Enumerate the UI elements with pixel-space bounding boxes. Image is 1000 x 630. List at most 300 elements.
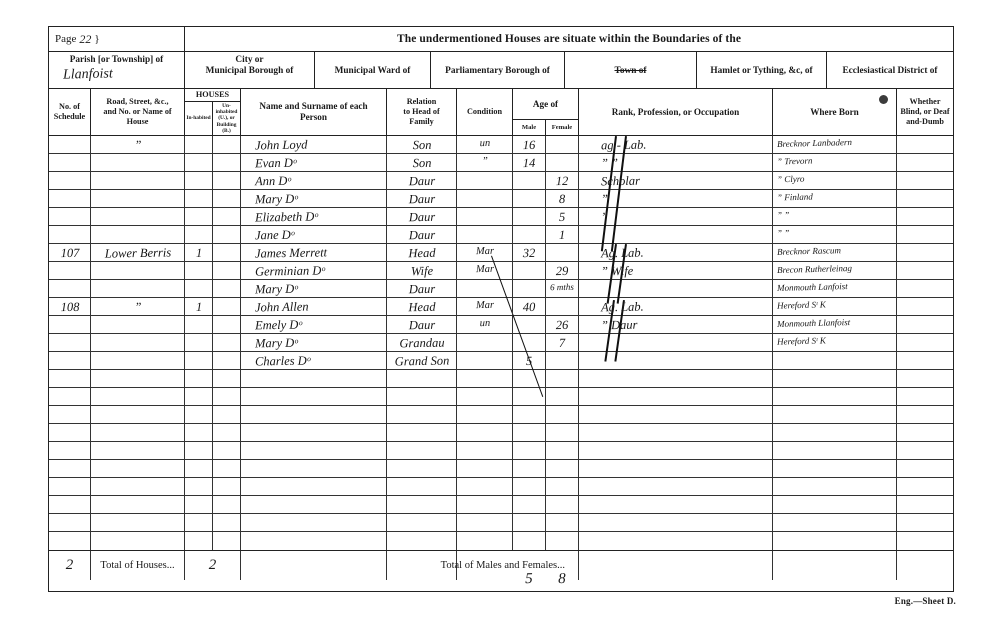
cell-name bbox=[241, 154, 387, 171]
cell-schedule bbox=[49, 460, 91, 477]
value-condition: Mar bbox=[475, 299, 494, 312]
cell-condition bbox=[457, 190, 513, 207]
cell-schedule bbox=[49, 496, 91, 513]
cell-houses bbox=[185, 262, 241, 279]
cell-occupation bbox=[579, 262, 773, 279]
cell-age-male bbox=[513, 208, 546, 225]
cell-schedule bbox=[49, 298, 91, 315]
value-relation: Daur bbox=[408, 173, 435, 189]
cell-houses bbox=[185, 388, 241, 405]
cell-schedule bbox=[49, 370, 91, 387]
col-header-infirmity bbox=[897, 89, 953, 135]
cell-condition bbox=[457, 298, 513, 315]
cell-age-male bbox=[513, 226, 546, 243]
cell-infirmity bbox=[897, 244, 953, 261]
cell-age-female bbox=[546, 316, 578, 333]
cell-age bbox=[513, 136, 579, 153]
cell-schedule bbox=[49, 280, 91, 297]
value-occupation: Scholar bbox=[600, 173, 641, 189]
cell-names bbox=[241, 514, 387, 531]
value-road: ” bbox=[133, 299, 142, 315]
cell-age-female bbox=[546, 136, 578, 153]
cell-houses-uninhabited bbox=[213, 352, 240, 369]
cell-occupation bbox=[579, 208, 773, 225]
cell-infirmity bbox=[897, 226, 953, 243]
cell-road bbox=[91, 172, 185, 189]
cell-age-female bbox=[546, 172, 578, 189]
totals-schedule bbox=[49, 551, 91, 580]
cell-name bbox=[241, 280, 387, 297]
district-city-label-1: City or bbox=[235, 55, 264, 65]
district-ward bbox=[315, 52, 431, 88]
cell-condition bbox=[457, 478, 513, 495]
cell-road bbox=[91, 154, 185, 171]
cell-houses bbox=[185, 406, 241, 423]
cell-name bbox=[241, 334, 387, 351]
district-town bbox=[565, 52, 697, 88]
cell-road bbox=[91, 514, 185, 531]
col-header-age-male: Male bbox=[513, 120, 546, 135]
col-header-schedule-l2: Schedule bbox=[53, 112, 86, 121]
value-name: Emely Dᵒ bbox=[254, 317, 303, 333]
cell-schedule bbox=[49, 208, 91, 225]
table-row-blank bbox=[49, 460, 953, 478]
cell-occupation bbox=[579, 514, 773, 531]
cell-road bbox=[91, 406, 185, 423]
cell-condition bbox=[457, 460, 513, 477]
value-relation: Grandau bbox=[398, 335, 445, 351]
cell-names bbox=[241, 532, 387, 550]
value-relation: Daur bbox=[408, 281, 435, 297]
cell-name bbox=[241, 208, 387, 225]
table-row-blank bbox=[49, 388, 953, 406]
col-header-houses-title: HOUSES bbox=[185, 89, 240, 102]
cell-birthplace bbox=[773, 496, 897, 513]
table-row bbox=[49, 298, 953, 316]
district-parish-label: Parish [or Township] of bbox=[69, 55, 164, 65]
table-row bbox=[49, 352, 953, 370]
top-strip bbox=[49, 27, 953, 52]
cell-houses bbox=[185, 460, 241, 477]
cell-schedule bbox=[49, 244, 91, 261]
value-name: Jane Dᵒ bbox=[254, 227, 295, 243]
col-header-relation-l3: Family bbox=[409, 116, 434, 126]
table-row-blank bbox=[49, 478, 953, 496]
value-name: Mary Dᵒ bbox=[254, 191, 298, 207]
cell-road bbox=[91, 532, 185, 550]
cell-houses-inhabited bbox=[185, 172, 213, 189]
value-condition: Mar bbox=[475, 245, 494, 258]
cell-occupation bbox=[579, 388, 773, 405]
col-header-age-title: Age of bbox=[513, 89, 578, 120]
cell-birthplace bbox=[773, 280, 897, 297]
cell-condition bbox=[457, 406, 513, 423]
cell-name bbox=[241, 316, 387, 333]
table-row bbox=[49, 334, 953, 352]
cell-relation bbox=[387, 388, 457, 405]
value-condition: Mar bbox=[475, 263, 494, 276]
cell-houses-uninhabited bbox=[213, 298, 240, 315]
ink-blot bbox=[879, 95, 888, 104]
value-condition: un bbox=[479, 317, 490, 330]
cell-schedule bbox=[49, 262, 91, 279]
cell-names bbox=[241, 442, 387, 459]
col-header-road bbox=[91, 89, 185, 135]
cell-occupation bbox=[579, 460, 773, 477]
cell-schedule bbox=[49, 334, 91, 351]
table-row bbox=[49, 280, 953, 298]
value-birthplace: Brecknor Rascum bbox=[776, 245, 842, 257]
table-row bbox=[49, 208, 953, 226]
cell-infirmity bbox=[897, 154, 953, 171]
cell-infirmity bbox=[897, 280, 953, 297]
cell-houses-inhabited bbox=[185, 244, 213, 261]
value-relation: Grand Son bbox=[394, 353, 449, 369]
value-road: Lower Berris bbox=[104, 245, 171, 261]
cell-age-male bbox=[513, 154, 546, 171]
cell-relation bbox=[387, 190, 457, 207]
cell-houses-uninhabited bbox=[213, 154, 240, 171]
cell-birthplace bbox=[773, 334, 897, 351]
cell-houses bbox=[185, 298, 241, 315]
value-age-female: 12 bbox=[555, 173, 569, 189]
cell-houses-uninhabited bbox=[213, 334, 240, 351]
cell-condition bbox=[457, 424, 513, 441]
cell-condition bbox=[457, 496, 513, 513]
cell-houses-inhabited bbox=[185, 316, 213, 333]
table-row-blank bbox=[49, 514, 953, 532]
cell-infirmity bbox=[897, 190, 953, 207]
district-city bbox=[185, 52, 315, 88]
totals-spacer-names bbox=[241, 551, 387, 580]
value-birthplace: Brecon Rutherleinag bbox=[776, 263, 853, 275]
cell-age bbox=[513, 226, 579, 243]
cell-names bbox=[241, 388, 387, 405]
district-hamlet bbox=[697, 52, 827, 88]
cell-houses-uninhabited bbox=[213, 172, 240, 189]
cell-houses-uninhabited bbox=[213, 226, 240, 243]
cell-houses bbox=[185, 316, 241, 333]
col-header-condition-l1: Condition bbox=[466, 107, 503, 117]
cell-name bbox=[241, 190, 387, 207]
value-age-male: 5 bbox=[525, 353, 533, 369]
cell-occupation bbox=[579, 424, 773, 441]
col-header-houses bbox=[185, 89, 241, 135]
cell-schedule bbox=[49, 388, 91, 405]
table-row bbox=[49, 154, 953, 172]
totals-spacer-infirmity bbox=[897, 551, 953, 580]
cell-infirmity bbox=[897, 352, 953, 369]
cell-infirmity bbox=[897, 388, 953, 405]
cell-relation bbox=[387, 172, 457, 189]
cell-houses-uninhabited bbox=[213, 190, 240, 207]
cell-relation bbox=[387, 334, 457, 351]
cell-schedule bbox=[49, 136, 91, 153]
cell-road bbox=[91, 478, 185, 495]
cell-houses-uninhabited bbox=[213, 280, 240, 297]
cell-occupation bbox=[579, 154, 773, 171]
value-relation: Head bbox=[407, 245, 436, 261]
cell-occupation bbox=[579, 532, 773, 550]
cell-occupation bbox=[579, 442, 773, 459]
col-header-road-l1: Road, Street, &c., bbox=[106, 97, 169, 107]
cell-age-female bbox=[546, 244, 578, 261]
col-header-birthplace-l1: Where Born bbox=[810, 106, 859, 117]
cell-condition bbox=[457, 442, 513, 459]
cell-condition bbox=[457, 370, 513, 387]
cell-houses bbox=[185, 478, 241, 495]
cell-occupation bbox=[579, 496, 773, 513]
cell-schedule bbox=[49, 478, 91, 495]
cell-condition bbox=[457, 262, 513, 279]
value-age-male: 14 bbox=[522, 155, 536, 171]
cell-age bbox=[513, 172, 579, 189]
totals-houses-label-text: Total of Houses... bbox=[100, 560, 175, 571]
value-age-female: 8 bbox=[558, 191, 566, 207]
cell-relation bbox=[387, 154, 457, 171]
cell-relation bbox=[387, 244, 457, 261]
cell-age-male bbox=[513, 352, 546, 369]
value-occupation: ” Daur bbox=[600, 317, 638, 333]
cell-houses-uninhabited bbox=[213, 316, 240, 333]
cell-houses-inhabited bbox=[185, 280, 213, 297]
cell-houses bbox=[185, 334, 241, 351]
cell-relation bbox=[387, 262, 457, 279]
totals-schedule-value: 2 bbox=[65, 557, 74, 573]
cell-birthplace bbox=[773, 208, 897, 225]
col-header-age bbox=[513, 89, 579, 135]
cell-road bbox=[91, 136, 185, 153]
col-header-condition bbox=[457, 89, 513, 135]
totals-age bbox=[513, 551, 579, 587]
totals-persons-label-text: Total of Males and Females... bbox=[440, 560, 565, 571]
cell-age-female bbox=[546, 262, 578, 279]
cell-age-male bbox=[513, 136, 546, 153]
cell-relation bbox=[387, 370, 457, 387]
value-relation: Wife bbox=[410, 263, 433, 279]
cell-relation bbox=[387, 352, 457, 369]
cell-schedule bbox=[49, 424, 91, 441]
table-row-blank bbox=[49, 442, 953, 460]
cell-occupation bbox=[579, 406, 773, 423]
cell-age-male bbox=[513, 316, 546, 333]
totals-spacer-occupation bbox=[579, 551, 773, 580]
cell-schedule bbox=[49, 172, 91, 189]
value-name: Mary Dᵒ bbox=[254, 335, 298, 351]
cell-occupation bbox=[579, 316, 773, 333]
cell-houses-inhabited bbox=[185, 334, 213, 351]
cell-road bbox=[91, 316, 185, 333]
cell-relation bbox=[387, 280, 457, 297]
district-ecclesiastical-label: Ecclesiastical District of bbox=[842, 66, 938, 77]
cell-road bbox=[91, 352, 185, 369]
cell-houses-inhabited bbox=[185, 262, 213, 279]
cell-birthplace bbox=[773, 316, 897, 333]
cell-birthplace bbox=[773, 352, 897, 369]
cell-schedule bbox=[49, 316, 91, 333]
cell-relation bbox=[387, 478, 457, 495]
cell-houses-uninhabited bbox=[213, 208, 240, 225]
cell-condition bbox=[457, 154, 513, 171]
cell-birthplace bbox=[773, 154, 897, 171]
col-header-relation-l2: to Head of bbox=[403, 107, 440, 117]
value-occupation: ag - Lab. bbox=[600, 137, 647, 153]
cell-occupation bbox=[579, 244, 773, 261]
cell-relation bbox=[387, 460, 457, 477]
value-name: James Merrett bbox=[254, 245, 328, 261]
page-heading: The undermentioned Houses are situate within the Boundaries of the bbox=[396, 33, 742, 45]
value-houses-inhabited: 1 bbox=[195, 299, 202, 315]
cell-age bbox=[513, 514, 579, 531]
cell-name bbox=[241, 172, 387, 189]
cell-schedule bbox=[49, 154, 91, 171]
district-header-row bbox=[49, 52, 953, 89]
cell-infirmity bbox=[897, 370, 953, 387]
value-birthplace: ” Clyro bbox=[776, 173, 805, 185]
cell-relation bbox=[387, 442, 457, 459]
cell-age-male bbox=[513, 298, 546, 315]
cell-birthplace bbox=[773, 244, 897, 261]
cell-age bbox=[513, 460, 579, 477]
cell-infirmity bbox=[897, 136, 953, 153]
cell-age-male bbox=[513, 334, 546, 351]
cell-age bbox=[513, 352, 579, 369]
value-name: John Allen bbox=[254, 299, 309, 315]
table-row bbox=[49, 316, 953, 334]
cell-road bbox=[91, 226, 185, 243]
value-birthplace: Monmouth Lanfoist bbox=[776, 281, 848, 293]
value-age-female: 29 bbox=[555, 263, 569, 279]
cell-birthplace bbox=[773, 406, 897, 423]
cell-names bbox=[241, 478, 387, 495]
cell-birthplace bbox=[773, 172, 897, 189]
cell-name bbox=[241, 352, 387, 369]
cell-age bbox=[513, 424, 579, 441]
table-row bbox=[49, 136, 953, 154]
value-birthplace: ” ” bbox=[776, 227, 790, 239]
cell-birthplace bbox=[773, 370, 897, 387]
census-page bbox=[48, 26, 954, 592]
col-header-infirmity-l3: and-Dumb bbox=[906, 116, 944, 126]
cell-condition bbox=[457, 280, 513, 297]
cell-road bbox=[91, 442, 185, 459]
cell-age bbox=[513, 388, 579, 405]
district-parish-value: Llanfoist bbox=[62, 66, 113, 83]
value-name: John Loyd bbox=[254, 137, 308, 153]
value-name: Ann Dᵒ bbox=[254, 173, 291, 189]
cell-condition bbox=[457, 352, 513, 369]
col-header-age-female: Female bbox=[551, 123, 573, 131]
cell-birthplace bbox=[773, 226, 897, 243]
cell-birthplace bbox=[773, 298, 897, 315]
cell-houses bbox=[185, 352, 241, 369]
cell-road bbox=[91, 190, 185, 207]
cell-occupation bbox=[579, 280, 773, 297]
value-schedule: 107 bbox=[59, 245, 79, 261]
cell-schedule bbox=[49, 514, 91, 531]
cell-houses-inhabited bbox=[185, 154, 213, 171]
page-bracket: } bbox=[94, 33, 100, 45]
cell-age bbox=[513, 406, 579, 423]
cell-birthplace bbox=[773, 460, 897, 477]
value-occupation: ” bbox=[600, 209, 609, 225]
cell-schedule bbox=[49, 406, 91, 423]
cell-relation bbox=[387, 316, 457, 333]
district-parliamentary-label: Parliamentary Borough of bbox=[445, 66, 550, 77]
cell-condition bbox=[457, 334, 513, 351]
cell-age-female bbox=[546, 226, 578, 243]
cell-age-male bbox=[513, 172, 546, 189]
district-parliamentary bbox=[431, 52, 565, 88]
cell-houses-inhabited bbox=[185, 190, 213, 207]
cell-name bbox=[241, 136, 387, 153]
cell-condition bbox=[457, 226, 513, 243]
cell-houses bbox=[185, 514, 241, 531]
cell-occupation bbox=[579, 190, 773, 207]
value-age-male: 16 bbox=[522, 137, 536, 153]
district-ward-label: Municipal Ward of bbox=[334, 66, 411, 77]
value-condition: un bbox=[479, 137, 490, 150]
cell-age-female bbox=[546, 280, 578, 297]
cell-houses-inhabited bbox=[185, 226, 213, 243]
cell-schedule bbox=[49, 190, 91, 207]
entries-body bbox=[49, 136, 953, 550]
cell-condition bbox=[457, 208, 513, 225]
value-relation: Son bbox=[411, 155, 431, 171]
cell-condition bbox=[457, 388, 513, 405]
value-occupation: ” ” bbox=[600, 155, 619, 171]
cell-road bbox=[91, 424, 185, 441]
cell-houses-uninhabited bbox=[213, 244, 240, 261]
cell-road bbox=[91, 280, 185, 297]
cell-houses-inhabited bbox=[185, 136, 213, 153]
cell-birthplace bbox=[773, 388, 897, 405]
value-age-female: 1 bbox=[558, 227, 566, 243]
cell-age-male bbox=[513, 244, 546, 261]
value-birthplace: ” ” bbox=[776, 209, 790, 221]
cell-relation bbox=[387, 298, 457, 315]
value-name: Charles Dᵒ bbox=[254, 353, 311, 369]
rows-container bbox=[49, 136, 953, 550]
value-condition: ” bbox=[481, 155, 488, 168]
cell-age bbox=[513, 154, 579, 171]
cell-schedule bbox=[49, 352, 91, 369]
cell-occupation bbox=[579, 352, 773, 369]
value-houses-inhabited: 1 bbox=[195, 245, 202, 261]
cell-relation bbox=[387, 208, 457, 225]
cell-birthplace bbox=[773, 190, 897, 207]
cell-age bbox=[513, 244, 579, 261]
cell-houses bbox=[185, 244, 241, 261]
col-header-relation-l1: Relation bbox=[406, 97, 437, 107]
value-age-female: 5 bbox=[558, 209, 566, 225]
cell-occupation bbox=[579, 226, 773, 243]
cell-houses bbox=[185, 226, 241, 243]
cell-condition bbox=[457, 532, 513, 550]
col-header-birthplace bbox=[773, 89, 897, 135]
col-header-occupation bbox=[579, 89, 773, 135]
cell-houses bbox=[185, 154, 241, 171]
cell-road bbox=[91, 460, 185, 477]
cell-houses bbox=[185, 280, 241, 297]
cell-occupation bbox=[579, 334, 773, 351]
cell-birthplace bbox=[773, 424, 897, 441]
cell-condition bbox=[457, 316, 513, 333]
cell-relation bbox=[387, 496, 457, 513]
col-header-relation bbox=[387, 89, 457, 135]
value-occupation: Ag. Lab. bbox=[600, 299, 644, 315]
cell-birthplace bbox=[773, 136, 897, 153]
